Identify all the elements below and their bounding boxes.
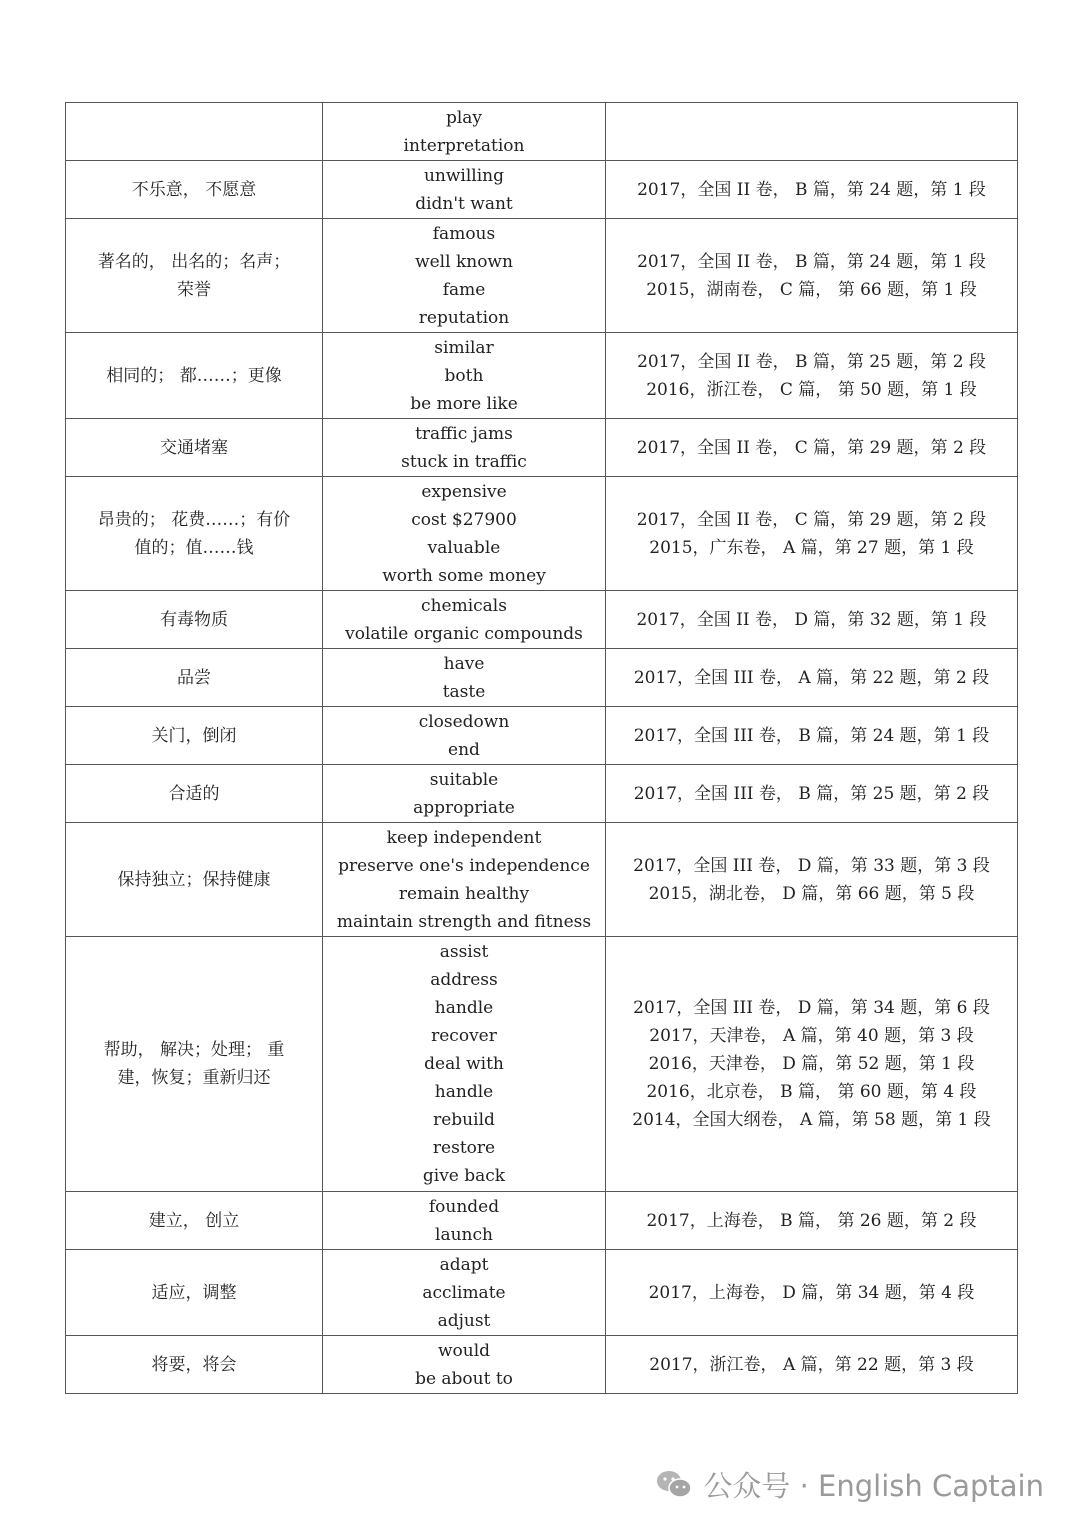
vocab-table: [65, 102, 1018, 1394]
en-line: both: [444, 365, 484, 386]
words-cell: [323, 419, 606, 477]
meaning-cell: [66, 591, 323, 649]
words-cell: [323, 1336, 606, 1394]
refs-cell: [606, 419, 1018, 477]
cn-line: 不乐意， 不愿意: [131, 179, 257, 200]
table-row: [66, 649, 1018, 707]
cn-line: 帮助， 解决；处理； 重: [103, 1040, 285, 1060]
refs-cell: [606, 1250, 1018, 1336]
cn-line: 合适的: [168, 783, 220, 804]
words-cell: [323, 1250, 606, 1336]
ref-line: 2017，全国 II 卷， B 篇，第 25 题，第 2 段: [637, 351, 986, 372]
refs-cell: [606, 823, 1018, 937]
meaning-cell: [66, 937, 323, 1192]
meaning-cell: [66, 333, 323, 419]
en-line: traffic jams: [415, 423, 513, 444]
table-row: [66, 419, 1018, 477]
en-line: unwilling: [423, 165, 505, 186]
en-line: have: [443, 653, 485, 674]
refs-cell: [606, 161, 1018, 219]
refs-cell: [606, 707, 1018, 765]
words-cell: [323, 1192, 606, 1250]
words-cell: [323, 649, 606, 707]
ref-line: 2017，全国 II 卷， D 篇，第 32 题，第 1 段: [636, 609, 987, 630]
en-line: interpretation: [403, 135, 525, 156]
en-line: end: [448, 739, 480, 760]
meaning-cell: [66, 1250, 323, 1336]
ref-line: 2017，全国 II 卷， C 篇，第 29 题，第 2 段: [636, 437, 987, 458]
en-line: founded: [428, 1196, 500, 1217]
table-row: [66, 823, 1018, 937]
meaning-cell: [66, 765, 323, 823]
meaning-cell: [66, 649, 323, 707]
en-line: would: [437, 1340, 491, 1361]
en-line: launch: [435, 1224, 493, 1245]
vocab-table-body: [66, 103, 1018, 1394]
ref-line: 2017，全国 III 卷， B 篇，第 25 题，第 2 段: [633, 783, 990, 804]
ref-line: 2016，浙江卷， C 篇， 第 50 题，第 1 段: [646, 379, 977, 400]
cn-line: 著名的， 出名的；名声；: [97, 251, 291, 272]
en-line: be about to: [415, 1368, 513, 1389]
refs-cell: [606, 333, 1018, 419]
ref-line: 2017，全国 III 卷， A 篇，第 22 题，第 2 段: [633, 667, 990, 688]
en-line: suitable: [429, 769, 499, 790]
en-line: adapt: [439, 1254, 489, 1275]
words-cell: [323, 591, 606, 649]
cn-line: 保持独立；保持健康: [117, 869, 271, 890]
en-line: handle: [434, 1082, 494, 1102]
ref-line: 2017，全国 II 卷， B 篇，第 24 题，第 1 段: [637, 251, 986, 272]
table-row: [66, 707, 1018, 765]
table-row: [66, 937, 1018, 1192]
meaning-cell: [66, 707, 323, 765]
en-line: maintain strength and fitness: [336, 911, 592, 932]
words-cell: [323, 765, 606, 823]
table-row: [66, 161, 1018, 219]
words-cell: [323, 823, 606, 937]
en-line: give back: [422, 1166, 506, 1186]
ref-line: 2016，天津卷， D 篇，第 52 题，第 1 段: [648, 1054, 975, 1074]
en-line: remain healthy: [398, 883, 530, 904]
en-line: handle: [434, 998, 494, 1018]
cn-line: 关门，倒闭: [151, 725, 237, 746]
en-line: acclimate: [422, 1282, 506, 1303]
en-line: well known: [415, 251, 513, 272]
meaning-cell: [66, 419, 323, 477]
en-line: rebuild: [433, 1110, 495, 1130]
wechat-icon: [655, 1468, 693, 1500]
words-cell: [323, 937, 606, 1192]
en-line: closedown: [418, 711, 510, 732]
en-line: restore: [432, 1138, 496, 1158]
en-line: cost $27900: [411, 509, 517, 530]
cn-line: 建，恢复；重新归还: [117, 1068, 271, 1088]
refs-cell: [606, 219, 1018, 333]
refs-cell: [606, 103, 1018, 161]
words-cell: [323, 707, 606, 765]
ref-line: 2015，湖北卷， D 篇，第 66 题，第 5 段: [648, 883, 975, 904]
ref-line: 2017，全国 II 卷， C 篇，第 29 题，第 2 段: [636, 509, 987, 530]
cn-line: 相同的； 都……；更像: [106, 365, 282, 386]
watermark-label: 公众号 · English Captain: [703, 1468, 1044, 1503]
cn-line: 昂贵的； 花费……；有价: [97, 509, 291, 530]
en-line: expensive: [421, 481, 507, 502]
ref-line: 2017，上海卷， B 篇， 第 26 题，第 2 段: [646, 1210, 977, 1231]
cn-line: 适应，调整: [151, 1282, 237, 1303]
table-row: [66, 477, 1018, 591]
words-cell: [323, 219, 606, 333]
en-line: address: [430, 970, 498, 990]
table-row: [66, 1192, 1018, 1250]
en-line: adjust: [437, 1310, 491, 1331]
meaning-cell: [66, 103, 323, 161]
table-row: [66, 219, 1018, 333]
refs-cell: [606, 1336, 1018, 1394]
words-cell: [323, 333, 606, 419]
en-line: famous: [432, 223, 496, 244]
refs-cell: [606, 591, 1018, 649]
en-line: keep independent: [386, 827, 542, 848]
refs-cell: [606, 477, 1018, 591]
meaning-cell: [66, 219, 323, 333]
table-row: [66, 765, 1018, 823]
ref-line: 2017，全国 III 卷， D 篇，第 33 题，第 3 段: [633, 855, 990, 876]
ref-line: 2016，北京卷， B 篇， 第 60 题，第 4 段: [646, 1082, 977, 1102]
refs-cell: [606, 937, 1018, 1192]
en-line: deal with: [424, 1054, 504, 1074]
en-line: fame: [442, 279, 486, 300]
en-line: stuck in traffic: [401, 451, 527, 472]
watermark: [655, 1462, 1044, 1506]
en-line: didn't want: [415, 193, 513, 214]
en-line: play: [445, 107, 483, 128]
en-line: similar: [434, 337, 494, 358]
words-cell: [323, 477, 606, 591]
meaning-cell: [66, 1192, 323, 1250]
words-cell: [323, 161, 606, 219]
cn-line: 交通堵塞: [160, 437, 228, 458]
table-row: [66, 1250, 1018, 1336]
meaning-cell: [66, 477, 323, 591]
words-cell: [323, 103, 606, 161]
table-row: [66, 103, 1018, 161]
ref-line: 2017，浙江卷， A 篇，第 22 题，第 3 段: [649, 1354, 974, 1375]
ref-line: 2017，全国 III 卷， B 篇，第 24 题，第 1 段: [633, 725, 990, 746]
refs-cell: [606, 1192, 1018, 1250]
en-line: recover: [431, 1026, 497, 1046]
cn-line: 有毒物质: [160, 609, 228, 630]
ref-line: 2015，广东卷， A 篇，第 27 题，第 1 段: [649, 537, 974, 558]
meaning-cell: [66, 1336, 323, 1394]
en-line: reputation: [418, 307, 510, 328]
refs-cell: [606, 649, 1018, 707]
en-line: volatile organic compounds: [345, 623, 583, 644]
meaning-cell: [66, 161, 323, 219]
table-row: [66, 333, 1018, 419]
refs-cell: [606, 765, 1018, 823]
table-row: [66, 1336, 1018, 1394]
cn-line: 值的；值……钱: [134, 537, 254, 558]
table-row: [66, 591, 1018, 649]
ref-line: 2014，全国大纲卷， A 篇，第 58 题，第 1 段: [632, 1110, 991, 1130]
en-line: be more like: [410, 393, 518, 414]
en-line: chemicals: [421, 595, 507, 616]
en-line: valuable: [427, 537, 501, 558]
ref-line: 2017，全国 III 卷， D 篇，第 34 题，第 6 段: [633, 998, 990, 1018]
en-line: assist: [439, 942, 489, 962]
ref-line: 2017，全国 II 卷， B 篇，第 24 题，第 1 段: [637, 179, 986, 200]
meaning-cell: [66, 823, 323, 937]
cn-line: 荣誉: [177, 279, 211, 300]
en-line: worth some money: [382, 565, 546, 586]
ref-line: 2017，天津卷， A 篇，第 40 题，第 3 段: [649, 1026, 974, 1046]
cn-line: 建立， 创立: [148, 1210, 240, 1231]
en-line: appropriate: [413, 797, 515, 818]
cn-line: 将要，将会: [151, 1354, 237, 1375]
ref-line: 2015，湖南卷， C 篇， 第 66 题，第 1 段: [646, 279, 977, 300]
en-line: taste: [442, 681, 486, 702]
ref-line: 2017，上海卷， D 篇，第 34 题，第 4 段: [648, 1282, 975, 1303]
cn-line: 品尝: [177, 667, 211, 688]
en-line: preserve one's independence: [338, 855, 590, 876]
